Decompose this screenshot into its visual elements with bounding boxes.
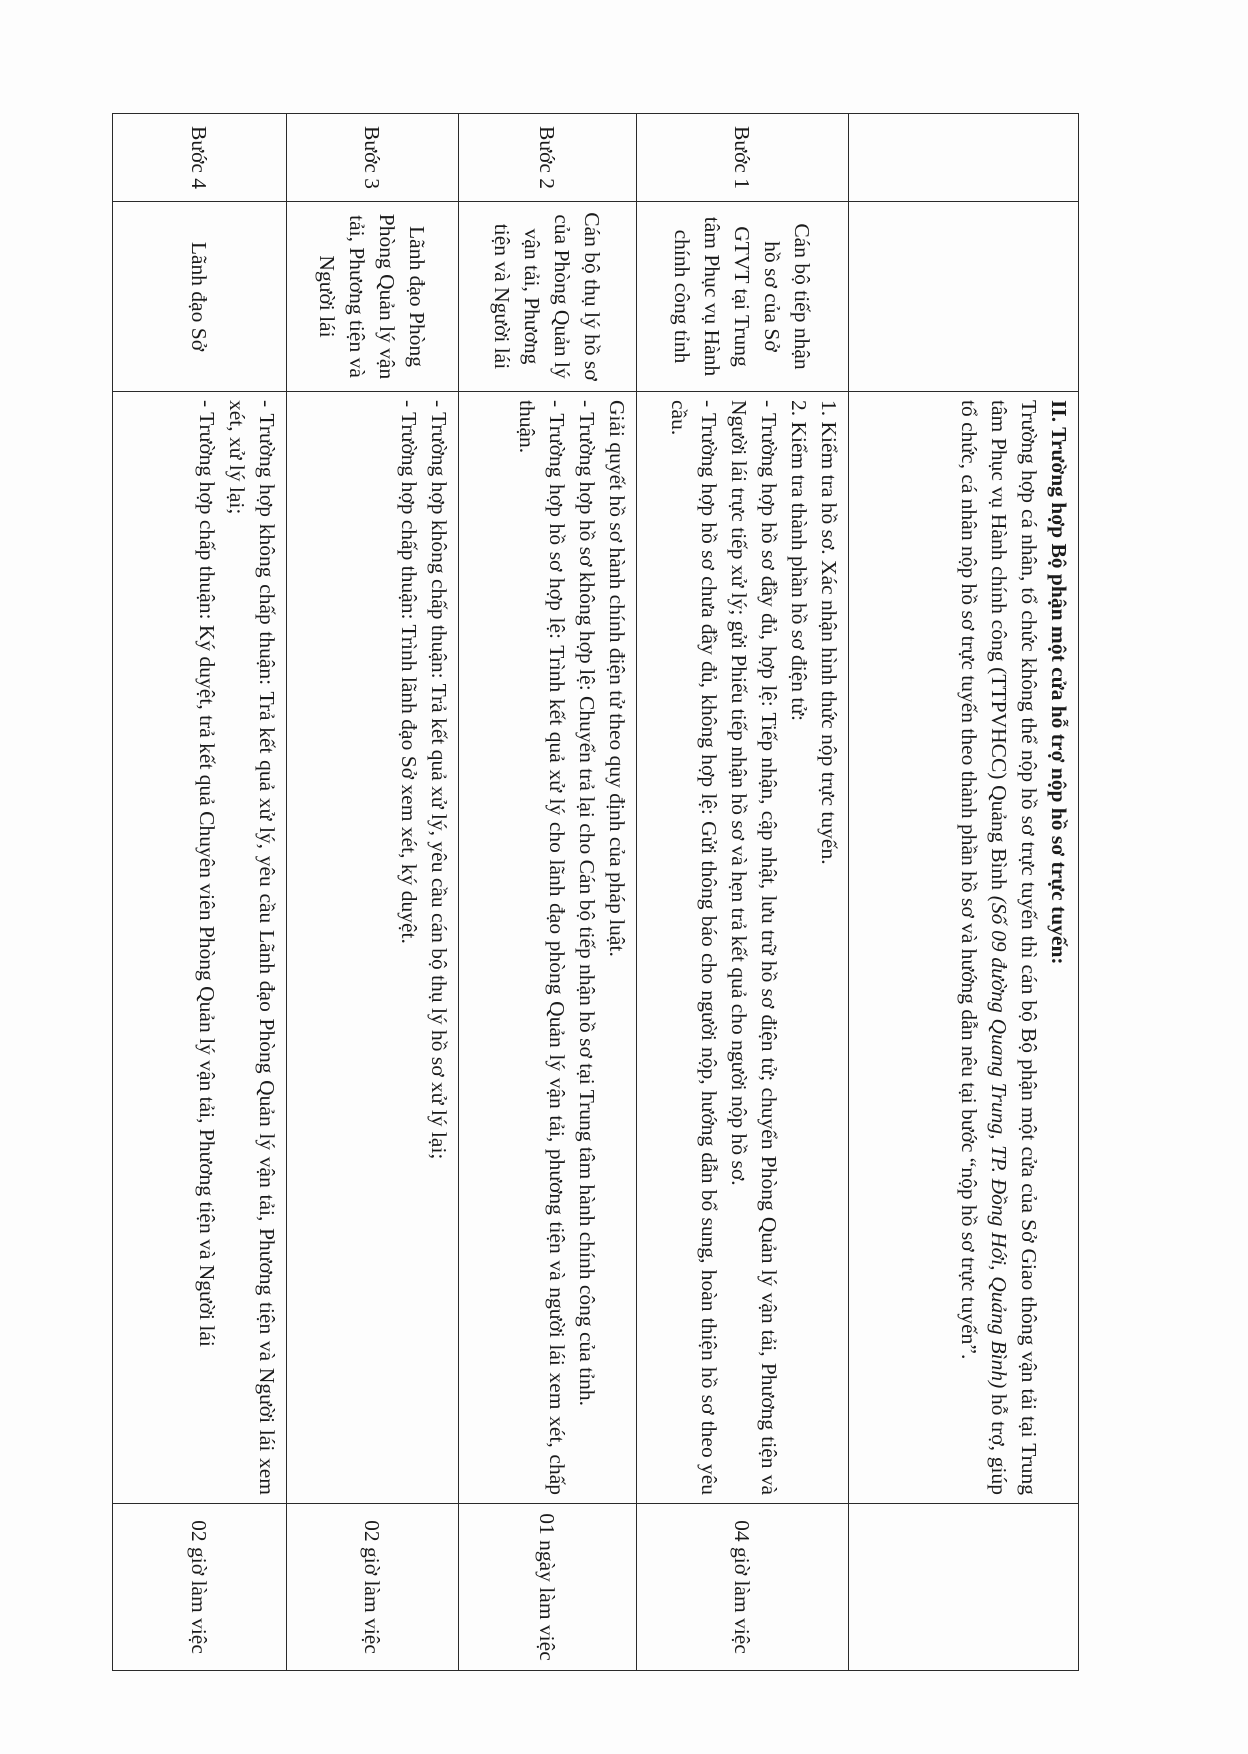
step-label: Bước 3 — [287, 114, 459, 202]
step-line: - Trường hợp không chấp thuận: Trả kết quả xử lý, yêu cầu Lãnh đạo Phòng Quản lý vận tải, Phương tiện và Người lái xem xét, xử lý lại; — [225, 400, 279, 1495]
empty-cell — [849, 114, 1079, 202]
step-time: 04 giờ làm việc — [637, 1504, 849, 1671]
step-row — [287, 114, 459, 1671]
step-label: Bước 4 — [113, 114, 287, 202]
step-line: - Trường hợp chấp thuận: Trình lãnh đạo Sở xem xét, ký duyệt. — [397, 400, 421, 944]
step-content — [637, 392, 849, 1504]
step-line: - Trường hợp không chấp thuận: Trả kết quả xử lý, yêu cầu cán bộ thụ lý hồ sơ xử lý lại; — [427, 400, 451, 1160]
step-content — [113, 392, 287, 1504]
section-header-row — [849, 114, 1079, 1671]
step-actor: Cán bộ thụ lý hồ sơ của Phòng Quản lý vận tải, Phương tiện và Người lái — [459, 202, 637, 392]
step-line: 2. Kiểm tra thành phần hồ sơ điện tử: — [787, 400, 811, 721]
step-line: - Trường hợp hồ sơ không hợp lệ: Chuyển trả lại cho Cán bộ tiếp nhận hồ sơ tại Trung tâm hành chính công của tỉnh. — [575, 400, 599, 1407]
step-label: Bước 1 — [637, 114, 849, 202]
intro-address: (Số 09 đường Quang Trung, TP. Đồng Hới, Quảng Bình) — [987, 895, 1011, 1389]
section-heading: II. Trường hợp Bộ phận một cửa hỗ trợ nộp hồ sơ trực tuyến: — [1047, 400, 1071, 965]
step-line: - Trường hợp hồ sơ chưa đầy đủ, không hợp lệ: Gửi thông báo cho người nộp, hướng dẫn bổ sung, hoàn thiện hồ sơ theo yêu cầu. — [667, 400, 721, 1495]
step-line: 1. Kiểm tra hồ sơ. Xác nhận hình thức nộp trực tuyến. — [817, 400, 841, 865]
intro-text-1: Trường hợp cá nhân, tổ chức không thể nộp hồ sơ trực tuyến thì cán bộ Bộ phận một cửa của Sở Giao thông vận tải tại Trung tâm Phục vụ Hành chính công (TTPVHCC) Quảng Bình — [987, 400, 1041, 1495]
step-line: Giải quyết hồ sơ hành chính điện tử theo quy định của pháp luật. — [605, 400, 629, 957]
step-time: 01 ngày làm việc — [459, 1504, 637, 1671]
rotated-table-container — [113, 113, 1079, 1670]
step-row — [113, 114, 287, 1671]
section-intro — [957, 400, 1041, 1495]
section-description — [849, 392, 1079, 1504]
step-line: - Trường hợp hồ sơ hợp lệ: Trình kết quả xử lý cho lãnh đạo phòng Quản lý vận tải, phương tiện và người lái xem xét, chấp thuận. — [515, 400, 569, 1495]
step-time: 02 giờ làm việc — [287, 1504, 459, 1671]
step-content — [287, 392, 459, 1504]
step-time: 02 giờ làm việc — [113, 1504, 287, 1671]
intro-text-2: hỗ trợ, giúp tổ chức, cá nhân nộp hồ sơ trực tuyến theo thành phần hồ sơ và hướng dẫn nêu tại bước “nộp hồ sơ trực tuyến”. — [957, 400, 1011, 1495]
step-row — [459, 114, 637, 1671]
step-content — [459, 392, 637, 1504]
step-actor: Lãnh đạo Phòng Phòng Quản lý vận tải, Phương tiện và Người lái — [287, 202, 459, 392]
empty-cell — [849, 202, 1079, 392]
step-actor: Cán bộ tiếp nhận hồ sơ của Sở GTVT tại Trung tâm Phục vụ Hành chính công tỉnh — [637, 202, 849, 392]
step-row — [637, 114, 849, 1671]
empty-cell — [849, 1504, 1079, 1671]
procedure-table — [112, 113, 1079, 1671]
step-line: - Trường hợp chấp thuận: Ký duyệt, trả kết quả Chuyên viên Phòng Quản lý vận tải, Phương tiện và Người lái — [195, 400, 219, 1347]
step-line: - Trường hợp hồ sơ đầy đủ, hợp lệ: Tiếp nhận, cập nhật, lưu trữ hồ sơ điện tử; chuyển Phòng Quản lý vận tải, Phương tiện và Người lái trực tiếp xử lý; gửi Phiếu tiếp nhận hồ sơ và hẹn trả kết quả cho người nộp hồ sơ. — [727, 400, 781, 1495]
step-label: Bước 2 — [459, 114, 637, 202]
step-actor: Lãnh đạo Sở — [113, 202, 287, 392]
